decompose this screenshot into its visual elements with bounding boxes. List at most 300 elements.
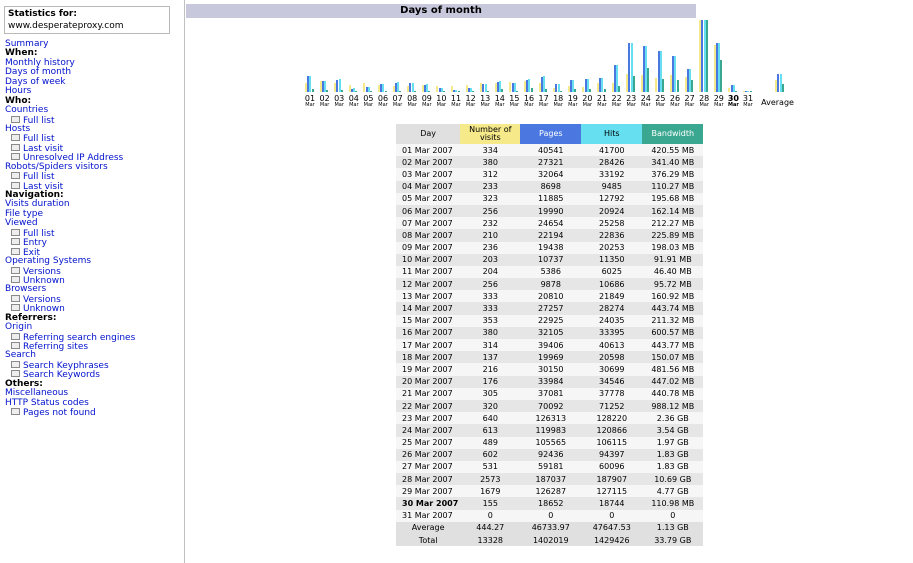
value-cell: 37081 [520,388,581,400]
submenu-icon [11,342,20,349]
footer-value-cell: 1402019 [520,534,581,546]
total-row [396,534,703,546]
value-cell: 94397 [581,449,642,461]
day-number: 24 [640,94,651,103]
footer-value-cell: 46733.97 [520,522,581,534]
day-number: 31 [742,94,754,103]
value-cell: 18744 [581,497,642,509]
sidebar-link[interactable]: Days of week [5,76,66,87]
day-cell: 09 Mar 2007 [396,242,460,254]
sidebar-link[interactable]: Countries [5,105,49,116]
value-cell: 210 [460,229,520,241]
value-cell: 10737 [520,254,581,266]
sidebar-link[interactable]: Summary [5,39,49,49]
sidebar-sublink[interactable]: Full list [23,115,55,126]
footer-value-cell: 13328 [460,534,520,546]
sidebar-row [5,219,135,228]
day-cell: 24 Mar 2007 [396,424,460,436]
table-row [396,193,703,205]
value-cell: 110.98 MB [642,497,703,509]
value-cell: 59181 [520,461,581,473]
month-label: Mar [699,102,709,108]
sidebar-section-header: Others: [5,378,43,389]
x-tick-label [464,94,478,108]
site-name: www.desperateproxy.com [8,21,124,31]
day-number: 02 [319,94,330,103]
table-row [396,168,703,180]
day-bar-group [714,20,724,92]
value-cell: 162.14 MB [642,205,703,217]
x-tick-label [683,94,697,108]
table-row [396,400,703,412]
x-tick-label [493,94,507,108]
table-row [396,473,703,485]
day-cell: 23 Mar 2007 [396,412,460,424]
day-number: 06 [377,94,389,103]
x-tick-label [318,94,332,108]
day-number: 14 [494,94,505,103]
sidebar-sublink[interactable]: Full list [23,228,55,239]
day-number: 18 [553,94,564,103]
day-number: 20 [582,94,593,103]
sidebar-sublink[interactable]: Unknown [23,275,65,286]
x-tick-label [303,94,317,108]
sidebar-menu [5,40,135,418]
bar-bandwidth_mb [501,89,503,92]
value-cell: 481.56 MB [642,363,703,375]
value-cell: 21849 [581,290,642,302]
month-label: Mar [743,102,753,108]
month-label: Mar [334,102,344,108]
table-row [396,156,703,168]
sidebar-row [5,172,135,181]
day-cell: 26 Mar 2007 [396,449,460,461]
footer-value-cell: 33.79 GB [642,534,703,546]
sidebar-link[interactable]: Hours [5,86,32,97]
value-cell: 323 [460,193,520,205]
value-cell: 4.77 GB [642,485,703,497]
x-tick-label [726,94,740,108]
sidebar-sublink[interactable]: Pages not found [23,408,96,419]
bar-bandwidth_mb [574,89,576,92]
sidebar-link[interactable]: Visits duration [5,199,70,210]
value-cell: 320 [460,400,520,412]
x-tick-label [347,94,361,108]
value-cell: 2573 [460,473,520,485]
sidebar-row [5,125,135,134]
bar-bandwidth_mb [720,60,722,92]
bar-bandwidth_mb [487,91,489,92]
sidebar-row [5,333,135,342]
submenu-icon [11,267,20,274]
value-cell: 1.83 GB [642,461,703,473]
sidebar-sublink[interactable]: Referring search engines [23,332,136,343]
bar-bandwidth_mb [782,84,784,92]
sidebar-row [5,267,135,276]
value-cell: 531 [460,461,520,473]
table-row [396,290,703,302]
day-cell: 03 Mar 2007 [396,168,460,180]
value-cell: 440.78 MB [642,388,703,400]
day-bar-group [597,20,607,92]
value-cell: 33395 [581,327,642,339]
table-row [396,302,703,314]
sidebar-sublink[interactable]: Search Keywords [23,370,100,381]
average-bar-group [775,20,785,92]
day-bar-group [509,20,519,92]
day-number: 07 [392,94,403,103]
x-tick-label [361,94,375,108]
bar-bandwidth_mb [516,91,518,92]
sidebar-sublink[interactable]: Unknown [23,304,65,315]
day-number: 03 [334,94,345,103]
value-cell: 233 [460,181,520,193]
table-row [396,315,703,327]
sidebar-link[interactable]: Operating Systems [5,256,92,267]
day-cell: 27 Mar 2007 [396,461,460,473]
month-label: Mar [670,102,680,108]
value-cell: 150.07 MB [642,351,703,363]
value-cell: 60096 [581,461,642,473]
sidebar-section-header: When: [5,48,38,59]
bar-bandwidth_mb [443,91,445,92]
value-cell: 34546 [581,376,642,388]
month-label: Mar [319,102,330,108]
value-cell: 0 [460,510,520,522]
value-cell: 5386 [520,266,581,278]
day-number: 21 [596,94,608,103]
sidebar-sublink[interactable]: Entry [23,238,47,249]
day-bar-group [334,20,344,92]
table-row [396,242,703,254]
x-tick-label [595,94,609,108]
days-of-month-chart [300,20,800,124]
value-cell: 195.68 MB [642,193,703,205]
sidebar-row [5,257,135,266]
value-cell: 24035 [581,315,642,327]
x-tick-label [376,94,390,108]
table-row [396,278,703,290]
sidebar-link[interactable]: Miscellaneous [5,388,69,399]
header-hits: Hits [581,124,642,144]
x-tick-label [405,94,419,108]
submenu-icon [11,333,20,340]
sidebar-link[interactable]: Origin [5,322,33,333]
sidebar-section-header: Referrers: [5,312,57,323]
day-cell: 29 Mar 2007 [396,485,460,497]
sidebar-sublink[interactable]: Search Keyphrases [23,360,109,371]
value-cell: 443.74 MB [642,302,703,314]
sidebar-link[interactable]: Monthly history [5,57,75,68]
value-cell: 6025 [581,266,642,278]
day-bar-group [553,20,563,92]
sidebar-link[interactable]: HTTP Status codes [5,397,89,408]
day-cell: 19 Mar 2007 [396,363,460,375]
sidebar [0,0,185,563]
month-label: Mar [407,102,417,108]
value-cell: 187037 [520,473,581,485]
submenu-icon [11,248,20,255]
value-cell: 305 [460,388,520,400]
day-bar-group [728,20,738,92]
stats-for-box [4,6,170,34]
table-row [396,424,703,436]
sidebar-link[interactable]: Viewed [5,218,38,229]
bar-bandwidth_mb [370,91,372,92]
table-row [396,449,703,461]
value-cell: 176 [460,376,520,388]
bar-bandwidth_mb [589,89,591,92]
value-cell: 28274 [581,302,642,314]
x-tick-label [332,94,346,108]
day-bar-group [378,20,388,92]
value-cell: 18652 [520,497,581,509]
table-row [396,229,703,241]
header-pages: Pages [520,124,581,144]
day-number: 01 [304,94,316,103]
day-number: 29 [713,94,724,103]
day-cell: 20 Mar 2007 [396,376,460,388]
sidebar-sublink[interactable]: Versions [23,266,61,277]
day-number: 19 [567,94,578,103]
bar-bandwidth_mb [326,90,328,92]
day-bar-group [568,20,578,92]
x-tick-label [668,94,682,108]
value-cell: 120866 [581,424,642,436]
sidebar-link[interactable]: Hosts [5,123,31,134]
sidebar-sublink[interactable]: Exit [23,247,41,258]
table-row [396,437,703,449]
day-number: 27 [684,94,695,103]
sidebar-sublink[interactable]: Unresolved IP Address [23,153,124,164]
day-cell: 14 Mar 2007 [396,302,460,314]
month-label: Mar [524,102,534,108]
month-label: Mar [451,102,461,108]
month-label: Mar [727,102,739,108]
submenu-icon [11,134,20,141]
sidebar-row [5,134,135,143]
value-cell: 3.54 GB [642,424,703,436]
value-cell: 27321 [520,156,581,168]
day-cell: 28 Mar 2007 [396,473,460,485]
value-cell: 0 [520,510,581,522]
table-row [396,327,703,339]
value-cell: 37778 [581,388,642,400]
day-cell: 11 Mar 2007 [396,266,460,278]
value-cell: 225.89 MB [642,229,703,241]
value-cell: 95.72 MB [642,278,703,290]
value-cell: 40613 [581,339,642,351]
day-number: 17 [538,94,549,103]
sidebar-link[interactable]: Robots/Spiders visitors [5,161,108,172]
value-cell: 137 [460,351,520,363]
value-cell: 128220 [581,412,642,424]
sidebar-sublink[interactable]: Versions [23,294,61,305]
sidebar-link[interactable]: Days of month [5,67,72,78]
x-tick-label [566,94,580,108]
month-label: Mar [538,102,549,108]
submenu-icon [11,116,20,123]
day-bar-group [466,20,476,92]
bar-bandwidth_mb [312,89,314,92]
value-cell: 314 [460,339,520,351]
value-cell: 256 [460,278,520,290]
table-row [396,388,703,400]
bar-bandwidth_mb [691,80,693,92]
sidebar-link[interactable]: File type [5,208,44,219]
x-tick-label [712,94,726,108]
value-cell: 24654 [520,217,581,229]
submenu-icon [11,182,20,189]
sidebar-row [5,144,135,153]
sidebar-row [5,361,135,370]
day-bar-group [582,20,592,92]
value-cell: 187907 [581,473,642,485]
day-bar-group [524,20,534,92]
value-cell: 1.97 GB [642,437,703,449]
table-row [396,412,703,424]
sidebar-section-header: Navigation: [5,190,64,200]
sidebar-row [5,163,135,172]
value-cell: 30150 [520,363,581,375]
day-number: 16 [523,94,535,103]
x-tick-label [639,94,653,108]
value-cell: 341.40 MB [642,156,703,168]
header-visits: Number of visits [460,124,520,144]
value-cell: 211.32 MB [642,315,703,327]
sidebar-link[interactable]: Browsers [5,284,47,295]
average-label: Average [761,98,794,107]
day-number: 09 [421,94,432,103]
day-number: 05 [363,94,374,103]
value-cell: 10.69 GB [642,473,703,485]
value-cell: 32064 [520,168,581,180]
day-bar-group [495,20,505,92]
table-row [396,485,703,497]
day-bar-group [641,20,651,92]
month-label: Mar [422,102,432,108]
sidebar-sublink[interactable]: Last visit [23,143,64,154]
day-bar-group [612,20,622,92]
x-tick-label [478,94,492,108]
day-cell: 02 Mar 2007 [396,156,460,168]
month-label: Mar [582,102,593,108]
submenu-icon [11,144,20,151]
value-cell: 70092 [520,400,581,412]
x-tick-label [653,94,667,108]
submenu-icon [11,172,20,179]
day-bar-group [626,20,636,92]
value-cell: 420.55 MB [642,144,703,156]
table-row [396,351,703,363]
value-cell: 27257 [520,302,581,314]
value-cell: 333 [460,302,520,314]
x-tick-label [624,94,638,108]
value-cell: 41700 [581,144,642,156]
value-cell: 92436 [520,449,581,461]
x-tick-label [507,94,521,108]
day-bar-group [743,20,753,92]
footer-value-cell: 47647.53 [581,522,642,534]
value-cell: 600.57 MB [642,327,703,339]
value-cell: 9485 [581,181,642,193]
sidebar-link[interactable]: Search [5,350,36,361]
day-cell: 07 Mar 2007 [396,217,460,229]
bar-bandwidth_mb [618,86,620,92]
day-number: 23 [626,94,637,103]
month-label: Mar [553,102,563,108]
bar-bandwidth_mb [677,80,679,92]
value-cell: 256 [460,205,520,217]
bar-bandwidth_mb [735,91,737,92]
x-tick-label [741,94,755,108]
submenu-icon [11,304,20,311]
day-number: 22 [611,94,622,103]
bar-bandwidth_mb [647,68,649,92]
month-label: Mar [363,102,374,108]
value-cell: 11350 [581,254,642,266]
bar-bandwidth_mb [355,91,357,92]
sidebar-sublink[interactable]: Last visit [23,181,64,192]
submenu-icon [11,361,20,368]
bar-bandwidth_mb [662,79,664,92]
table-row [396,205,703,217]
table-row [396,461,703,473]
sidebar-sublink[interactable]: Full list [23,134,55,145]
value-cell: 2.36 GB [642,412,703,424]
day-bar-group [407,20,417,92]
bar-bandwidth_mb [531,88,533,92]
table-row [396,363,703,375]
value-cell: 640 [460,412,520,424]
day-bar-group [685,20,695,92]
days-of-month-table [396,124,703,546]
day-number: 13 [480,94,491,103]
day-cell: 13 Mar 2007 [396,290,460,302]
sidebar-sublink[interactable]: Referring sites [23,342,89,352]
submenu-icon [11,295,20,302]
day-cell: 15 Mar 2007 [396,315,460,327]
submenu-icon [11,408,20,415]
value-cell: 11885 [520,193,581,205]
bar-bandwidth_mb [399,91,401,92]
x-tick-label [522,94,536,108]
day-bar-group [655,20,665,92]
value-cell: 127115 [581,485,642,497]
value-cell: 0 [642,510,703,522]
value-cell: 30699 [581,363,642,375]
bar-bandwidth_mb [750,91,752,92]
day-cell: 01 Mar 2007 [396,144,460,156]
value-cell: 988.12 MB [642,400,703,412]
table-row [396,339,703,351]
value-cell: 613 [460,424,520,436]
value-cell: 33192 [581,168,642,180]
bar-bandwidth_mb [633,76,635,92]
day-cell: 21 Mar 2007 [396,388,460,400]
value-cell: 8698 [520,181,581,193]
stats-for-label: Statistics for: [8,9,77,19]
value-cell: 380 [460,327,520,339]
sidebar-sublink[interactable]: Full list [23,172,55,183]
day-number: 11 [450,94,462,103]
value-cell: 32105 [520,327,581,339]
day-number: 28 [699,94,710,103]
section-title: Days of month [186,4,696,18]
day-number: 25 [655,94,666,103]
table-row [396,266,703,278]
value-cell: 443.77 MB [642,339,703,351]
